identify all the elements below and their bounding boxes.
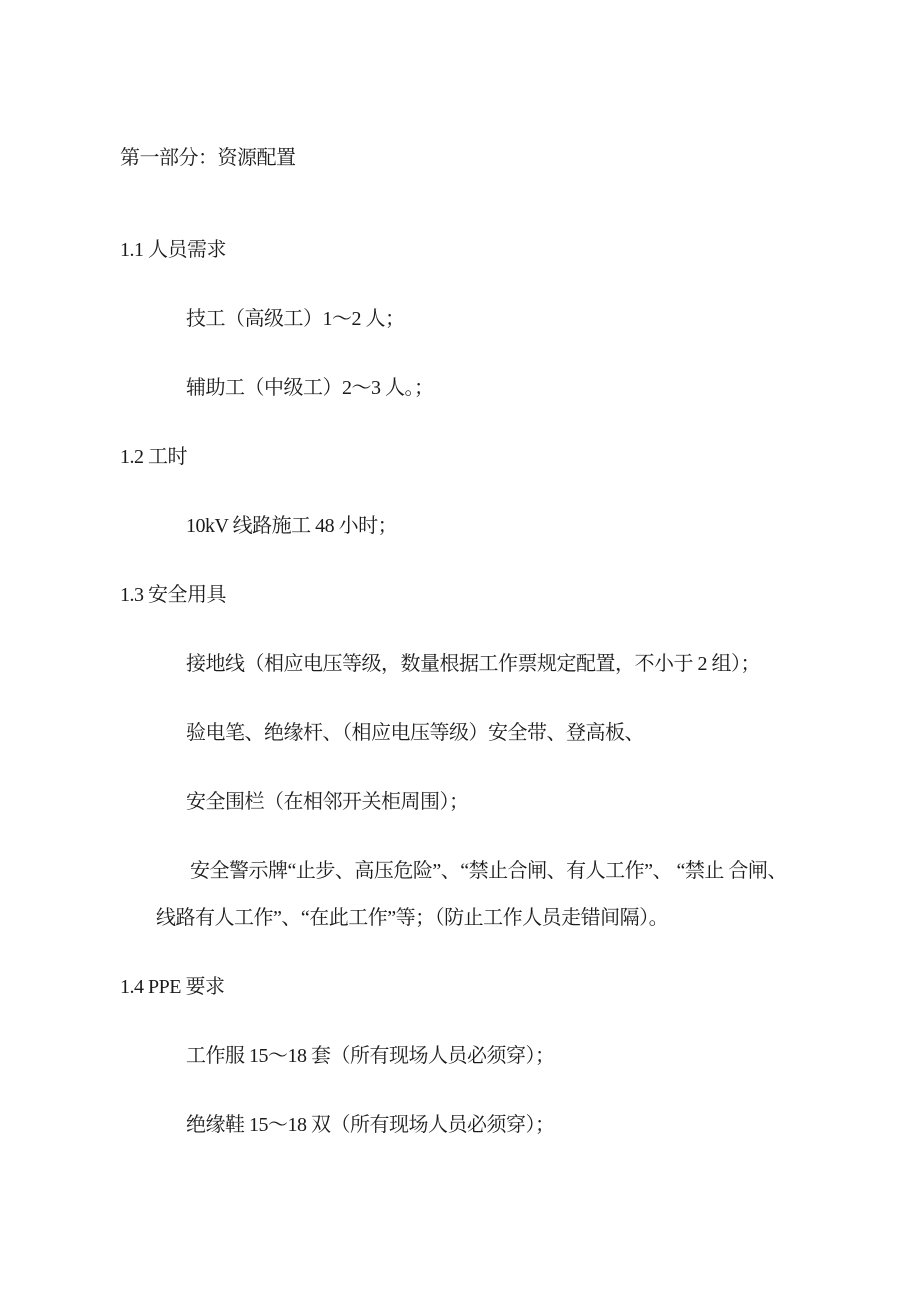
- para-line-construction-hours: 10kV 线路施工 48 小时；: [186, 515, 398, 537]
- para-auxiliary-worker: 辅助工（中级工）2～3 人。；: [186, 377, 434, 399]
- para-grounding-wire: 接地线（相应电压等级，数量根据工作票规定配置，不小于 2 组）；: [186, 653, 760, 675]
- para-safety-fence: 安全围栏（在相邻开关柜周围）；: [186, 791, 469, 813]
- heading-1-3-safety-equipment: 1.3 安全用具: [120, 584, 226, 606]
- para-skilled-worker: 技工（高级工）1～2 人；: [186, 308, 405, 330]
- doc-title: 第一部分：资源配置: [120, 147, 296, 169]
- heading-1-4-ppe-requirements: 1.4 PPE 要求: [120, 976, 225, 998]
- heading-1-1-personnel: 1.1 人员需求: [120, 239, 226, 261]
- para-insulating-shoes: 绝缘鞋 15～18 双（所有现场人员必须穿）；: [186, 1114, 555, 1136]
- para-test-pen-insulating-rod: 验电笔、绝缘杆、（相应电压等级）安全带、登高板、: [186, 722, 644, 744]
- heading-1-2-work-hours: 1.2 工时: [120, 446, 187, 468]
- document-content: [120, 135, 860, 1171]
- para-warning-signs-line-1: 安全警示牌“止步、高压危险”、“禁止合闸、有人工作”、 “禁止 合闸、: [190, 860, 787, 882]
- para-work-clothes: 工作服 15～18 套（所有现场人员必须穿）；: [186, 1045, 555, 1067]
- para-warning-signs-line-2: 线路有人工作”、“在此工作”等；（防止工作人员走错间隔）。: [156, 907, 669, 929]
